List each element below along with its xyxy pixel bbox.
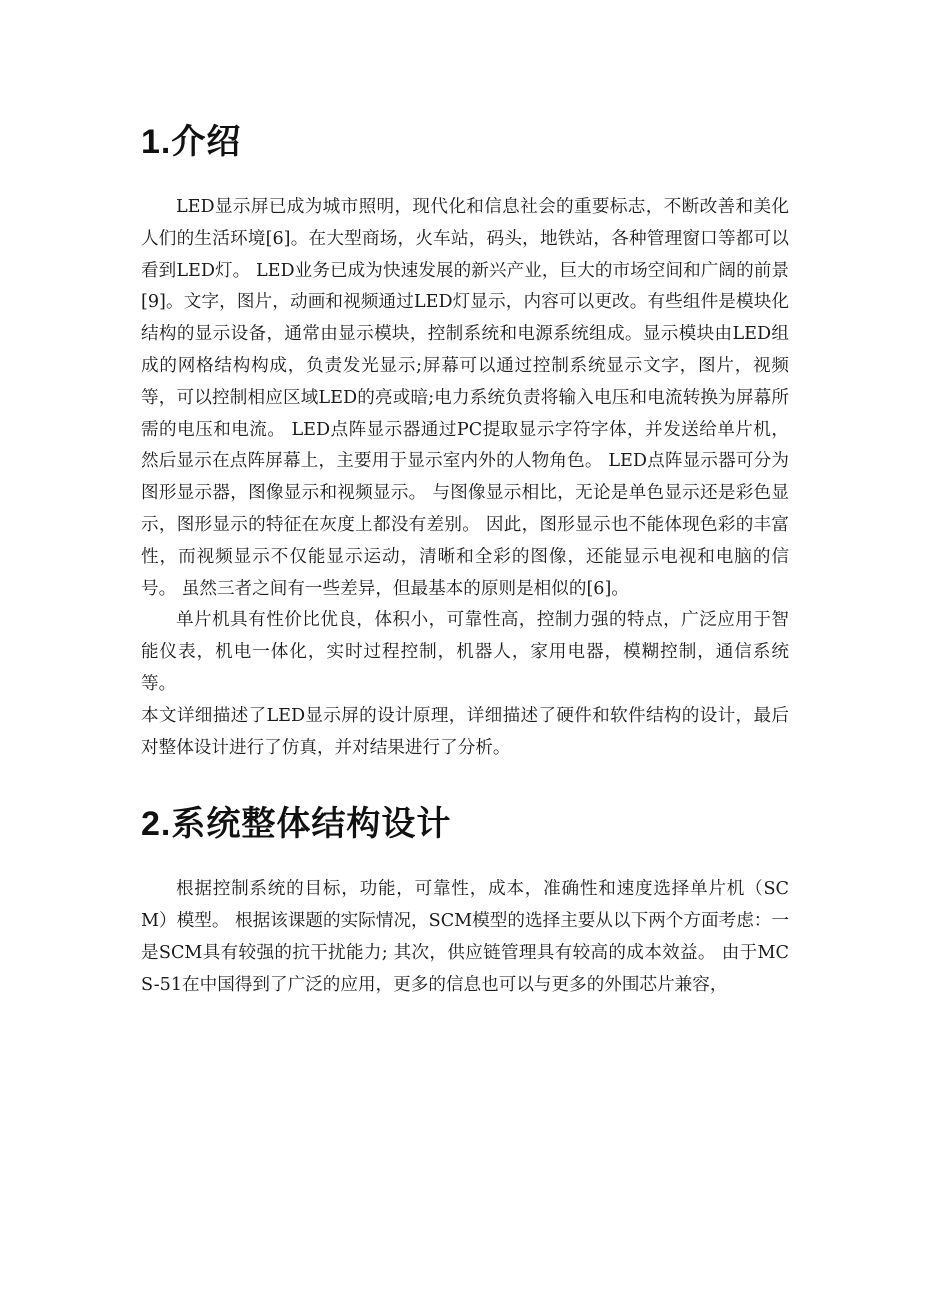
section-title: 介绍 (171, 122, 242, 162)
section-number: 2. (141, 805, 172, 844)
section-heading-system-design (141, 800, 789, 848)
document-content (141, 118, 789, 1002)
paragraph-scm-selection: 根据控制系统的目标，功能，可靠性，成本，准确性和速度选择单片机（SCM）模型。 根据该课题的实际情况，SCM模型的选择主要从以下两个方面考虑：一是SCM具有较强的抗干扰能力; 其次，供应链管理具有较高的成本效益。 由于MCS-51在中国得到了广泛的应用，更多的信息也可以与更多的外围芯片兼容， (141, 879, 789, 995)
paragraph-paper-summary: 本文详细描述了LED显示屏的设计原理，详细描述了硬件和软件结构的设计，最后对整体设计进行了仿真，并对结果进行了分析。 (141, 705, 789, 758)
section-heading-introduction (141, 118, 789, 166)
paragraph-scm-features: 单片机具有性价比优良，体积小，可靠性高，控制力强的特点，广泛应用于智能仪表，机电一体化，实时过程控制，机器人，家用电器，模糊控制，通信系统等。 (141, 610, 789, 694)
paragraph-led-overview: LED显示屏已成为城市照明，现代化和信息社会的重要标志，不断改善和美化人们的生活环境[6]。在大型商场，火车站，码头，地铁站，各种管理窗口等都可以看到LED灯。 LED业务已成为快速发展的新兴产业，巨大的市场空间和广阔的前景[9]。文字，图片，动画和视频通过LED灯显示，内容可以更改。有些组件是模块化结构的显示设备，通常由显示模块，控制系统和电源系统组成。显示模块由LED组成的网格结构构成，负责发光显示;屏幕可以通过控制系统显示文字，图片，视频等，可以控制相应区域LED的亮或暗;电力系统负责将输入电压和电流转换为屏幕所需的电压和电流。 LED点阵显示器通过PC提取显示字符字体，并发送给单片机，然后显示在点阵屏幕上，主要用于显示室内外的人物角色。 LED点阵显示器可分为图形显示器，图像显示和视频显示。 与图像显示相比，无论是单色显示还是彩色显示，图形显示的特征在灰度上都没有差别。 因此，图形显示也不能体现色彩的丰富性，而视频显示不仅能显示运动，清晰和全彩的图像，还能显示电视和电脑的信号。 虽然三者之间有一些差异，但最基本的原则是相似的[6]。 (141, 197, 789, 599)
section-number: 1. (141, 123, 172, 161)
section-title: 系统整体结构设计 (171, 804, 452, 845)
